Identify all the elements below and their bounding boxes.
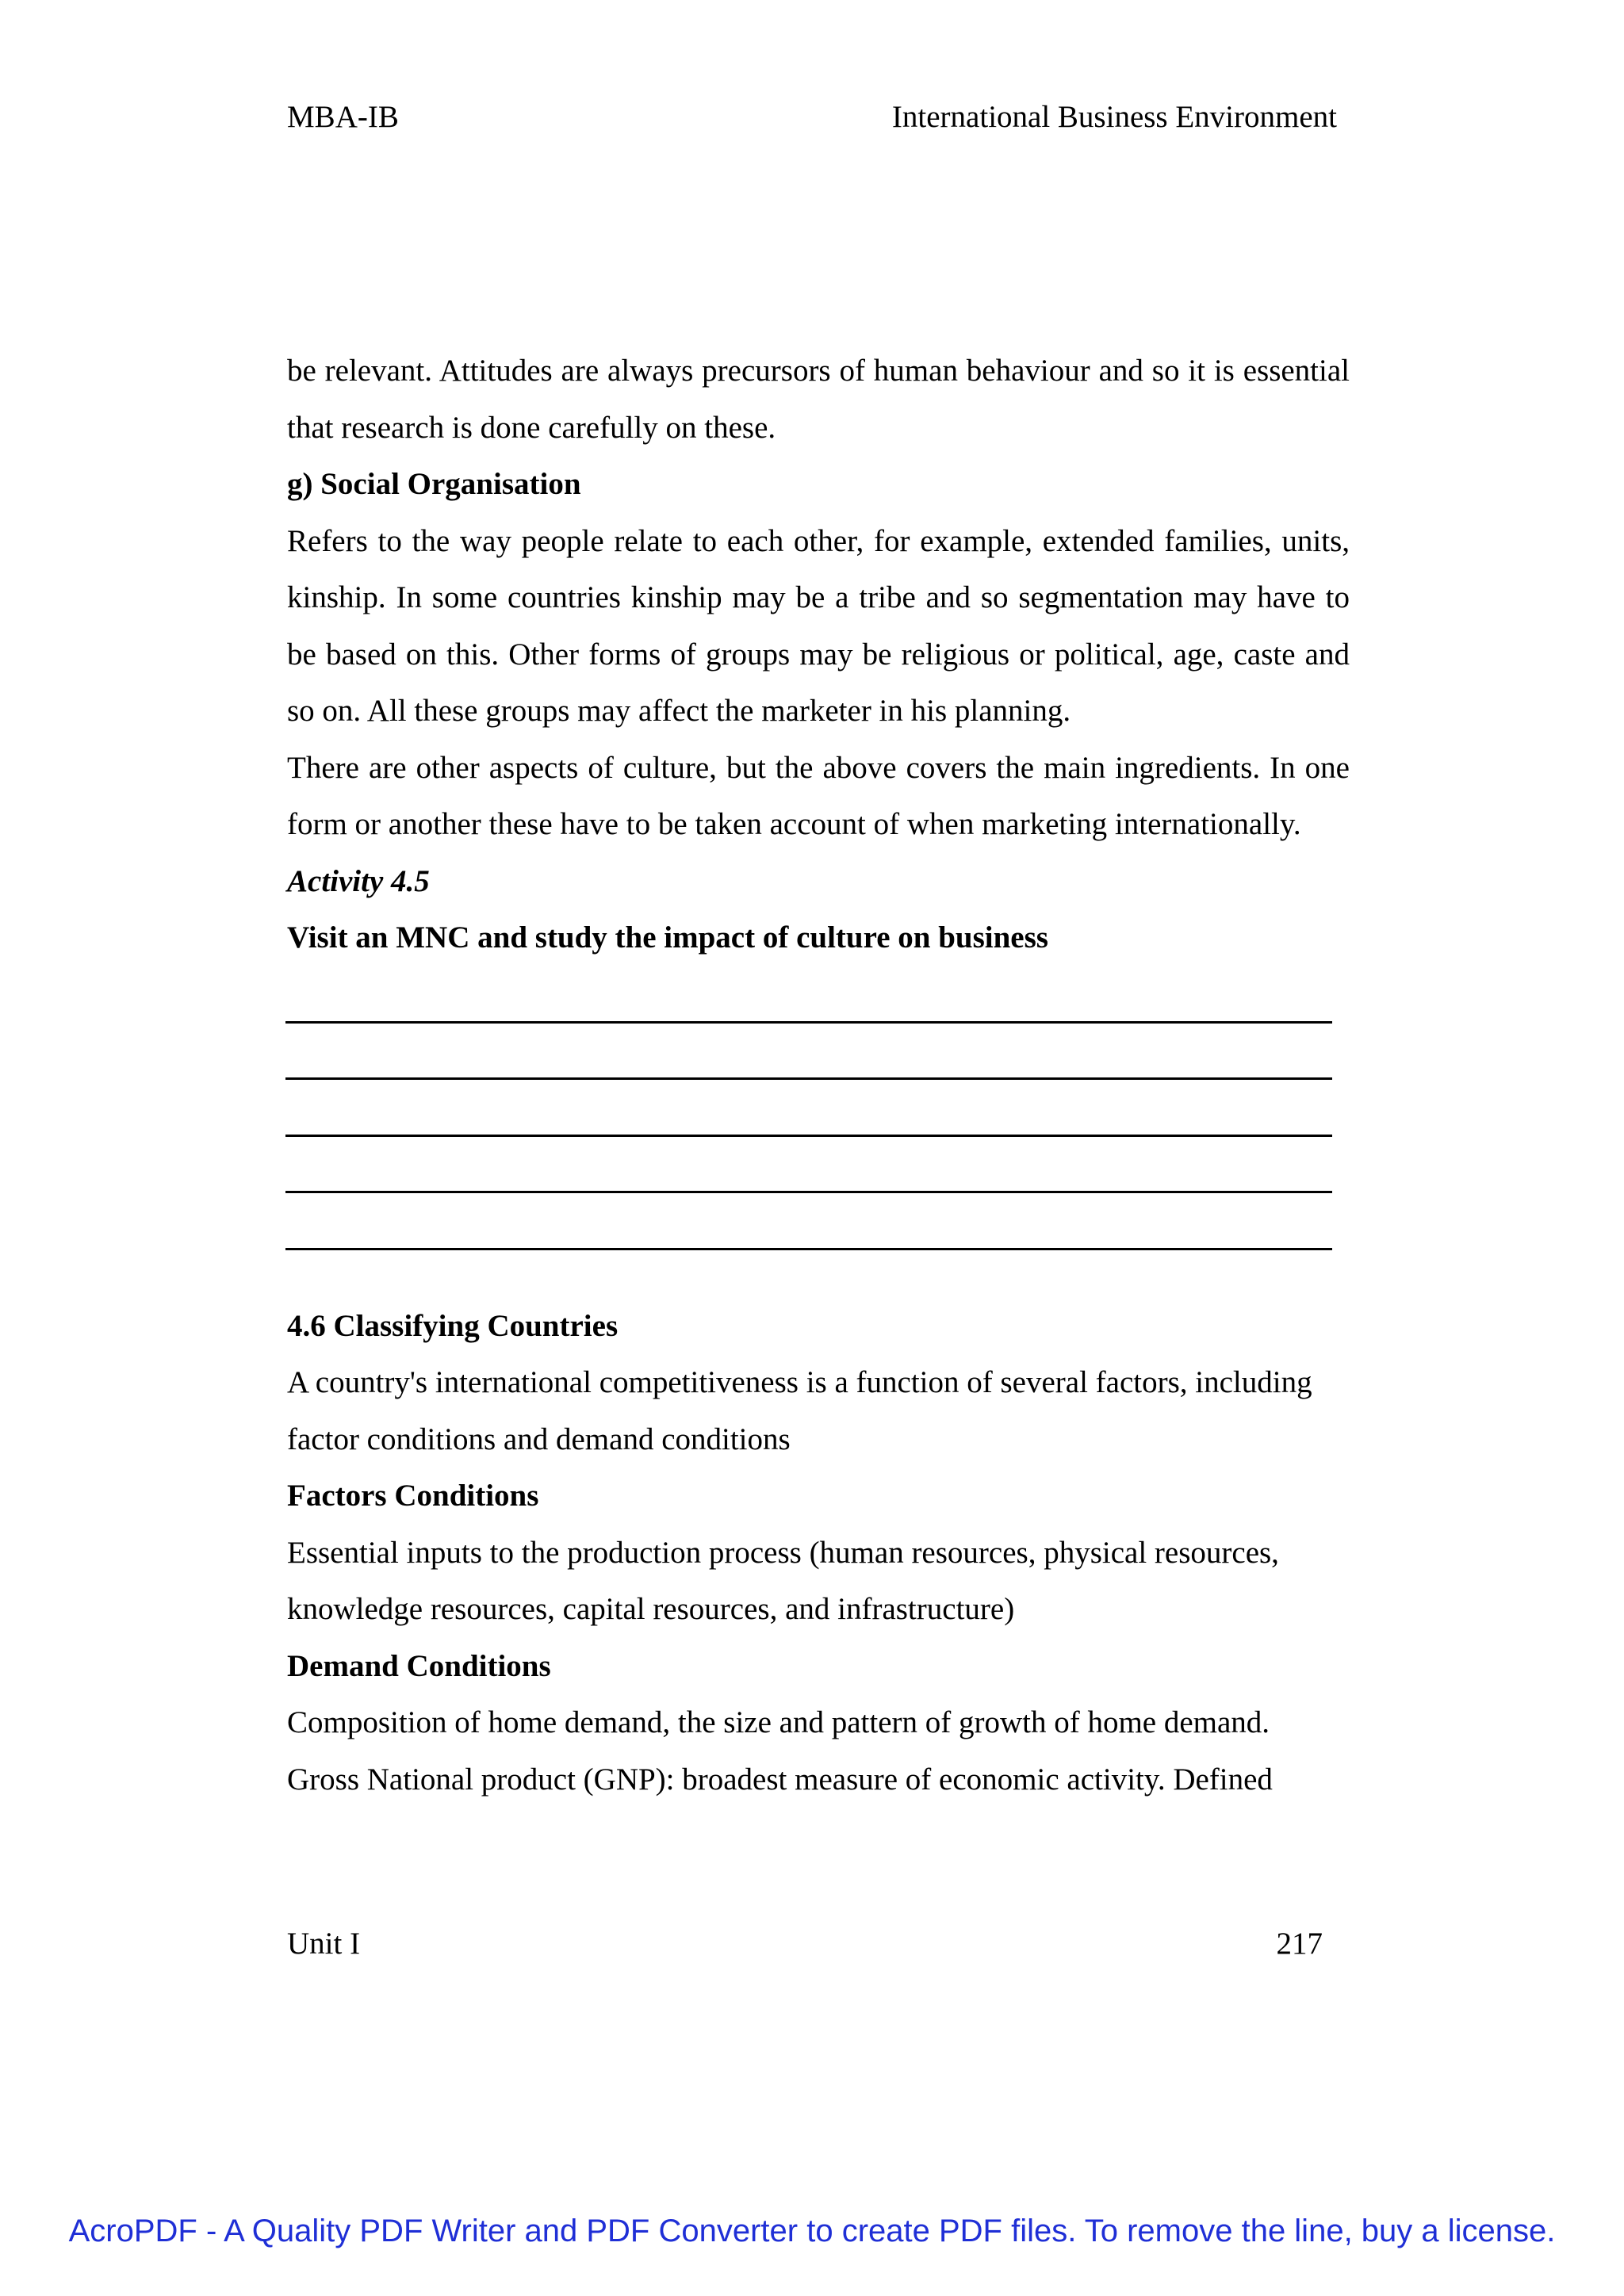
paragraph-attitudes: be relevant. Attitudes are always precursors of human behaviour and so it is essential that research is done carefully on these. [287,354,1350,445]
answer-line [285,1137,1332,1194]
acropdf-watermark: AcroPDF - A Quality PDF Writer and PDF Converter to create PDF files. To remove the line, buy a license. [68,2214,1556,2248]
page-number: 217 [1276,1927,1323,1961]
page-body [287,342,1350,1808]
heading-social-organisation: g) Social Organisation [287,467,581,501]
header-title: International Business Environment [891,100,1337,134]
answer-lines [285,998,1332,1250]
section-spacer [287,1250,1350,1298]
paragraph-gnp: Gross National product (GNP): broadest measure of economic activity. Defined [287,1762,1273,1797]
footer-unit: Unit I [287,1927,361,1961]
answer-line [285,998,1332,1024]
activity-task: Visit an MNC and study the impact of culture on business [287,920,1048,955]
activity-title: Activity 4.5 [287,863,430,898]
answer-line [285,1193,1332,1250]
paragraph-other-aspects: There are other aspects of culture, but the above covers the main ingredients. In one form or another these have to be taken account of when marketing internationally. [287,750,1350,841]
paragraph-factors-conditions: Essential inputs to the production process (human resources, physical resources, knowledge resources, capital resources, and infrastructure) [287,1535,1279,1626]
heading-factors-conditions: Factors Conditions [287,1479,539,1513]
answer-line [285,1080,1332,1137]
heading-classifying-countries: 4.6 Classifying Countries [287,1308,619,1343]
paragraph-competitiveness: A country's international competitiveness is a function of several factors, including factor conditions and demand conditions [287,1365,1312,1456]
answer-line [285,1024,1332,1081]
paragraph-demand-conditions: Composition of home demand, the size and pattern of growth of home demand. [287,1705,1270,1739]
heading-demand-conditions: Demand Conditions [287,1648,551,1683]
header-course: MBA-IB [287,100,399,134]
paragraph-social-organisation: Refers to the way people relate to each other, for example, extended families, units, kinship. In some countries kinship may be a tribe and so segmentation may have to be based on this. Other forms of groups may be religious or political, age, caste and so on. All these groups may affect the marketer in his planning. [287,523,1350,728]
